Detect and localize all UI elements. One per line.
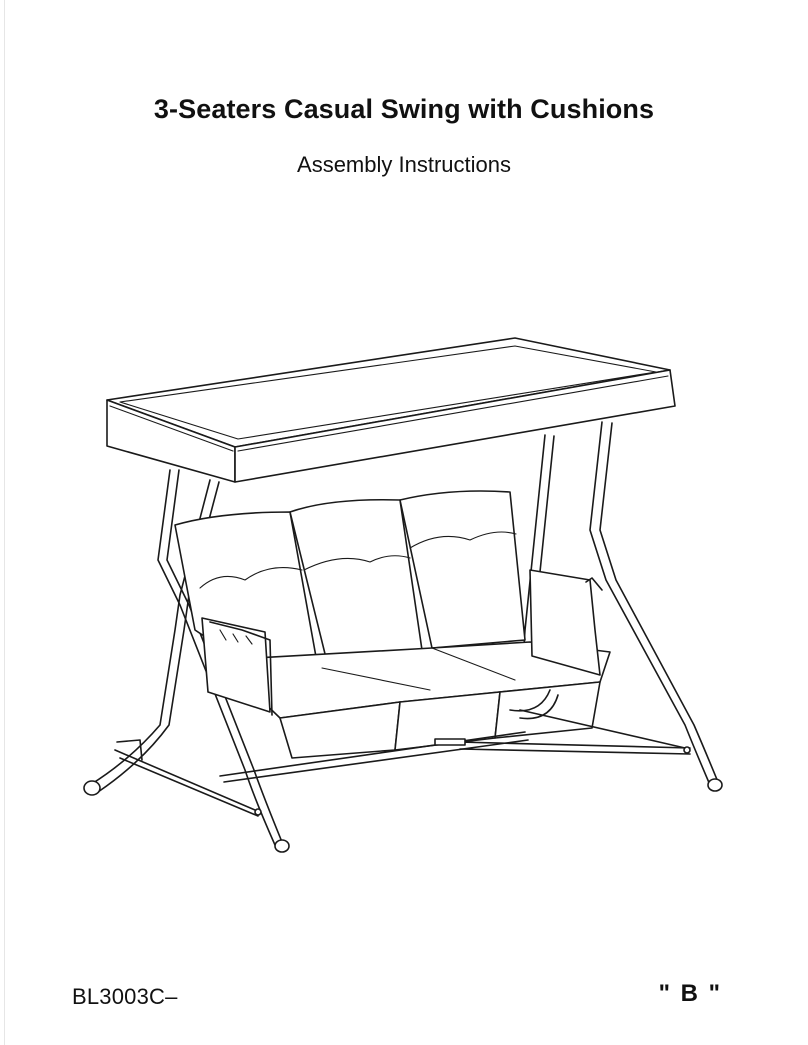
document-title: 3-Seaters Casual Swing with Cushions	[153, 94, 655, 124]
document-subtitle: Assembly Instructions	[297, 152, 511, 177]
model-number: BL3003C–	[72, 984, 178, 1009]
swing-illustration	[70, 330, 740, 860]
canopy	[107, 338, 675, 482]
version-mark: " B "	[658, 980, 722, 1007]
